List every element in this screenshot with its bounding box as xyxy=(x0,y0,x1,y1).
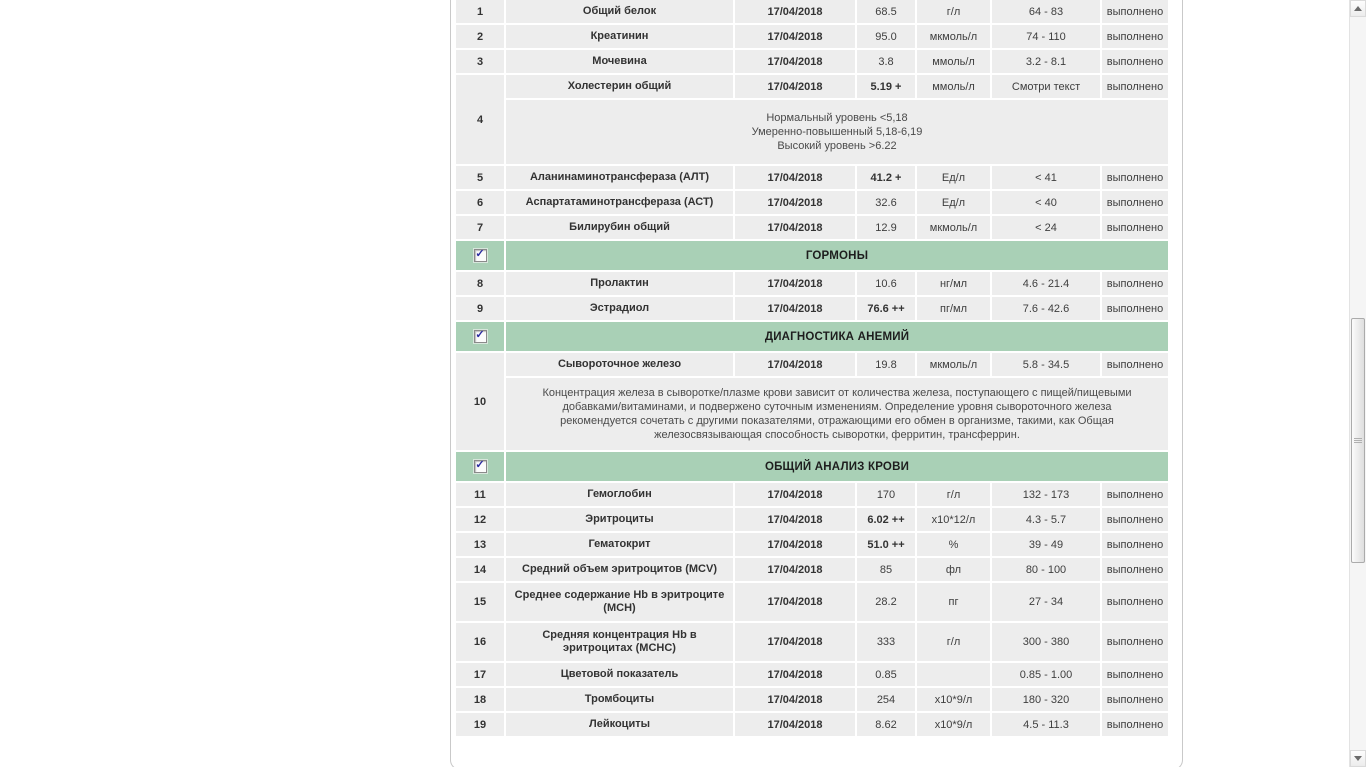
row-content xyxy=(506,25,1168,48)
test-name-cell: Эстрадиол xyxy=(506,297,733,320)
table-row xyxy=(456,353,1168,450)
reference-cell: 4.3 - 5.7 xyxy=(992,508,1100,531)
row-content xyxy=(506,216,1168,239)
status-cell: выполнено xyxy=(1102,713,1168,736)
test-name-cell: Билирубин общий xyxy=(506,216,733,239)
status-cell: выполнено xyxy=(1102,583,1168,621)
table-row xyxy=(456,191,1168,214)
row-number-cell: 17 xyxy=(456,663,504,686)
result-cell: 3.8 xyxy=(857,50,915,73)
row-number-cell: 9 xyxy=(456,297,504,320)
row-main xyxy=(506,623,1168,661)
row-number-cell: 6 xyxy=(456,191,504,214)
table-row xyxy=(456,623,1168,661)
table-row xyxy=(456,583,1168,621)
row-main xyxy=(506,353,1168,376)
units-cell: х10*9/л xyxy=(917,713,990,736)
section-checkbox[interactable] xyxy=(474,249,487,262)
test-name-cell: Лейкоциты xyxy=(506,713,733,736)
row-number-cell: 8 xyxy=(456,272,504,295)
table-row xyxy=(456,713,1168,736)
result-cell: 5.19 + xyxy=(857,75,915,98)
result-cell: 10.6 xyxy=(857,272,915,295)
scroll-down-icon xyxy=(1354,756,1362,761)
status-cell: выполнено xyxy=(1102,297,1168,320)
row-content xyxy=(506,713,1168,736)
row-content xyxy=(506,583,1168,621)
units-cell: ммоль/л xyxy=(917,50,990,73)
row-content xyxy=(506,0,1168,23)
row-content xyxy=(506,166,1168,189)
row-content xyxy=(506,272,1168,295)
result-cell: 85 xyxy=(857,558,915,581)
row-main xyxy=(506,483,1168,506)
date-cell: 17/04/2018 xyxy=(735,533,855,556)
test-name-cell: Мочевина xyxy=(506,50,733,73)
row-content xyxy=(506,75,1168,164)
section-checkbox[interactable] xyxy=(474,460,487,473)
row-number-cell: 14 xyxy=(456,558,504,581)
test-name-cell: Гемоглобин xyxy=(506,483,733,506)
reference-cell: 5.8 - 34.5 xyxy=(992,353,1100,376)
row-number-cell: 4 xyxy=(456,75,504,164)
status-cell: выполнено xyxy=(1102,533,1168,556)
result-cell: 68.5 xyxy=(857,0,915,23)
reference-cell: 4.5 - 11.3 xyxy=(992,713,1100,736)
results-table xyxy=(456,0,1168,738)
date-cell: 17/04/2018 xyxy=(735,0,855,23)
row-main xyxy=(506,583,1168,621)
row-main xyxy=(506,558,1168,581)
date-cell: 17/04/2018 xyxy=(735,166,855,189)
section-header-row xyxy=(456,241,1168,270)
result-cell: 333 xyxy=(857,623,915,661)
row-number-cell: 2 xyxy=(456,25,504,48)
row-main xyxy=(506,216,1168,239)
result-cell: 12.9 xyxy=(857,216,915,239)
section-header-row xyxy=(456,452,1168,481)
result-cell: 0.85 xyxy=(857,663,915,686)
test-name-cell: Аспартатаминотрансфераза (АСТ) xyxy=(506,191,733,214)
row-main xyxy=(506,663,1168,686)
vertical-scrollbar[interactable] xyxy=(1349,0,1366,767)
table-row xyxy=(456,75,1168,164)
row-content xyxy=(506,533,1168,556)
units-cell: пг xyxy=(917,583,990,621)
row-main xyxy=(506,713,1168,736)
row-content xyxy=(506,353,1168,450)
date-cell: 17/04/2018 xyxy=(735,663,855,686)
note-line: Нормальный уровень <5,18 xyxy=(766,112,908,124)
section-checkbox-cell xyxy=(456,241,504,270)
section-checkbox-cell xyxy=(456,452,504,481)
status-cell: выполнено xyxy=(1102,508,1168,531)
test-name-cell: Холестерин общий xyxy=(506,75,733,98)
test-name-cell: Пролактин xyxy=(506,272,733,295)
status-cell: выполнено xyxy=(1102,483,1168,506)
row-main xyxy=(506,166,1168,189)
section-title: ДИАГНОСТИКА АНЕМИЙ xyxy=(506,322,1168,351)
row-main xyxy=(506,688,1168,711)
date-cell: 17/04/2018 xyxy=(735,583,855,621)
date-cell: 17/04/2018 xyxy=(735,216,855,239)
date-cell: 17/04/2018 xyxy=(735,558,855,581)
row-main xyxy=(506,297,1168,320)
row-content xyxy=(506,623,1168,661)
test-name-cell: Тромбоциты xyxy=(506,688,733,711)
test-name-cell: Средняя концентрация Hb в эритроцитах (MCHC) xyxy=(506,623,733,661)
test-name-cell: Средний объем эритроцитов (MCV) xyxy=(506,558,733,581)
row-main xyxy=(506,533,1168,556)
row-content xyxy=(506,191,1168,214)
row-number-cell: 3 xyxy=(456,50,504,73)
status-cell: выполнено xyxy=(1102,75,1168,98)
date-cell: 17/04/2018 xyxy=(735,191,855,214)
row-main xyxy=(506,508,1168,531)
date-cell: 17/04/2018 xyxy=(735,50,855,73)
units-cell: х10*9/л xyxy=(917,688,990,711)
row-content xyxy=(506,558,1168,581)
row-main xyxy=(506,50,1168,73)
date-cell: 17/04/2018 xyxy=(735,272,855,295)
row-number-cell: 12 xyxy=(456,508,504,531)
section-title: ОБЩИЙ АНАЛИЗ КРОВИ xyxy=(506,452,1168,481)
table-row xyxy=(456,272,1168,295)
date-cell: 17/04/2018 xyxy=(735,353,855,376)
status-cell: выполнено xyxy=(1102,191,1168,214)
row-number-cell: 1 xyxy=(456,0,504,23)
reference-cell: Смотри текст xyxy=(992,75,1100,98)
units-cell: ммоль/л xyxy=(917,75,990,98)
section-header-row xyxy=(456,322,1168,351)
date-cell: 17/04/2018 xyxy=(735,75,855,98)
reference-cell: 80 - 100 xyxy=(992,558,1100,581)
status-cell: выполнено xyxy=(1102,663,1168,686)
status-cell: выполнено xyxy=(1102,0,1168,23)
test-name-cell: Среднее содержание Hb в эритроците (MCH) xyxy=(506,583,733,621)
result-cell: 8.62 xyxy=(857,713,915,736)
units-cell: х10*12/л xyxy=(917,508,990,531)
row-number-cell: 16 xyxy=(456,623,504,661)
table-row xyxy=(456,533,1168,556)
table-row xyxy=(456,216,1168,239)
scroll-up-icon xyxy=(1354,6,1362,11)
table-row xyxy=(456,0,1168,23)
result-cell: 19.8 xyxy=(857,353,915,376)
row-main xyxy=(506,75,1168,98)
reference-cell: 300 - 380 xyxy=(992,623,1100,661)
reference-cell: 3.2 - 8.1 xyxy=(992,50,1100,73)
status-cell: выполнено xyxy=(1102,623,1168,661)
row-main xyxy=(506,191,1168,214)
row-number-cell: 13 xyxy=(456,533,504,556)
status-cell: выполнено xyxy=(1102,216,1168,239)
units-cell: г/л xyxy=(917,623,990,661)
units-cell: Ед/л xyxy=(917,166,990,189)
row-number-cell: 7 xyxy=(456,216,504,239)
units-cell: мкмоль/л xyxy=(917,216,990,239)
note-cell xyxy=(506,378,1168,450)
units-cell: г/л xyxy=(917,0,990,23)
note-line: Концентрация железа в сыворотке/плазме крови зависит от количества железа, поступающего с пищей/пищевыми добавками/витаминами, и подвержено суточным изменениям. Определение уровня сывороточного железа рекомендуется сочетать с другими показателями, отражающими его обмен в организме, такими, как Общая железосвязывающая способность сыворотки, ферритин, трансферрин. xyxy=(542,387,1132,441)
units-cell xyxy=(917,663,990,686)
table-row xyxy=(456,663,1168,686)
section-checkbox-cell xyxy=(456,322,504,351)
reference-cell: 7.6 - 42.6 xyxy=(992,297,1100,320)
result-cell: 95.0 xyxy=(857,25,915,48)
row-content xyxy=(506,688,1168,711)
row-content xyxy=(506,663,1168,686)
test-name-cell: Общий белок xyxy=(506,0,733,23)
reference-cell: 64 - 83 xyxy=(992,0,1100,23)
reference-cell: 27 - 34 xyxy=(992,583,1100,621)
test-name-cell: Эритроциты xyxy=(506,508,733,531)
table-row xyxy=(456,558,1168,581)
result-cell: 6.02 ++ xyxy=(857,508,915,531)
result-cell: 254 xyxy=(857,688,915,711)
test-name-cell: Креатинин xyxy=(506,25,733,48)
scrollbar-thumb[interactable] xyxy=(1351,318,1365,563)
row-number-cell: 10 xyxy=(456,353,504,450)
reference-cell: 74 - 110 xyxy=(992,25,1100,48)
reference-cell: < 41 xyxy=(992,166,1100,189)
result-cell: 51.0 ++ xyxy=(857,533,915,556)
table-row xyxy=(456,50,1168,73)
row-content xyxy=(506,483,1168,506)
units-cell: Ед/л xyxy=(917,191,990,214)
note-cell xyxy=(506,100,1168,164)
scroll-down-button[interactable] xyxy=(1350,750,1366,767)
result-cell: 32.6 xyxy=(857,191,915,214)
units-cell: нг/мл xyxy=(917,272,990,295)
units-cell: мкмоль/л xyxy=(917,353,990,376)
reference-cell: 0.85 - 1.00 xyxy=(992,663,1100,686)
test-name-cell: Цветовой показатель xyxy=(506,663,733,686)
date-cell: 17/04/2018 xyxy=(735,688,855,711)
status-cell: выполнено xyxy=(1102,166,1168,189)
result-cell: 41.2 + xyxy=(857,166,915,189)
reference-cell: < 24 xyxy=(992,216,1100,239)
table-row xyxy=(456,25,1168,48)
date-cell: 17/04/2018 xyxy=(735,623,855,661)
row-content xyxy=(506,50,1168,73)
checkmark-icon: ✓ xyxy=(475,329,485,341)
reference-cell: < 40 xyxy=(992,191,1100,214)
table-row xyxy=(456,508,1168,531)
date-cell: 17/04/2018 xyxy=(735,713,855,736)
units-cell: г/л xyxy=(917,483,990,506)
row-number-cell: 5 xyxy=(456,166,504,189)
status-cell: выполнено xyxy=(1102,272,1168,295)
units-cell: % xyxy=(917,533,990,556)
status-cell: выполнено xyxy=(1102,688,1168,711)
result-cell: 76.6 ++ xyxy=(857,297,915,320)
test-name-cell: Аланинаминотрансфераза (АЛТ) xyxy=(506,166,733,189)
scroll-up-button[interactable] xyxy=(1350,0,1366,17)
row-number-cell: 11 xyxy=(456,483,504,506)
row-main xyxy=(506,25,1168,48)
reference-cell: 39 - 49 xyxy=(992,533,1100,556)
reference-cell: 4.6 - 21.4 xyxy=(992,272,1100,295)
note-line: Умеренно-повышенный 5,18-6,19 xyxy=(751,126,923,138)
checkmark-icon: ✓ xyxy=(475,459,485,471)
date-cell: 17/04/2018 xyxy=(735,25,855,48)
reference-cell: 180 - 320 xyxy=(992,688,1100,711)
units-cell: пг/мл xyxy=(917,297,990,320)
result-cell: 28.2 xyxy=(857,583,915,621)
note-line: Высокий уровень >6.22 xyxy=(777,140,897,152)
table-row xyxy=(456,483,1168,506)
table-row xyxy=(456,166,1168,189)
test-name-cell: Гематокрит xyxy=(506,533,733,556)
row-number-cell: 18 xyxy=(456,688,504,711)
status-cell: выполнено xyxy=(1102,50,1168,73)
table-row xyxy=(456,297,1168,320)
row-main xyxy=(506,0,1168,23)
row-main xyxy=(506,272,1168,295)
checkmark-icon: ✓ xyxy=(475,248,485,260)
row-number-cell: 19 xyxy=(456,713,504,736)
section-checkbox[interactable] xyxy=(474,330,487,343)
result-cell: 170 xyxy=(857,483,915,506)
test-name-cell: Сывороточное железо xyxy=(506,353,733,376)
row-number-cell: 15 xyxy=(456,583,504,621)
reference-cell: 132 - 173 xyxy=(992,483,1100,506)
date-cell: 17/04/2018 xyxy=(735,483,855,506)
section-title: ГОРМОНЫ xyxy=(506,241,1168,270)
scrollbar-grip-icon xyxy=(1354,438,1362,443)
date-cell: 17/04/2018 xyxy=(735,508,855,531)
units-cell: мкмоль/л xyxy=(917,25,990,48)
table-row xyxy=(456,688,1168,711)
row-content xyxy=(506,297,1168,320)
date-cell: 17/04/2018 xyxy=(735,297,855,320)
status-cell: выполнено xyxy=(1102,558,1168,581)
row-content xyxy=(506,508,1168,531)
units-cell: фл xyxy=(917,558,990,581)
status-cell: выполнено xyxy=(1102,353,1168,376)
status-cell: выполнено xyxy=(1102,25,1168,48)
